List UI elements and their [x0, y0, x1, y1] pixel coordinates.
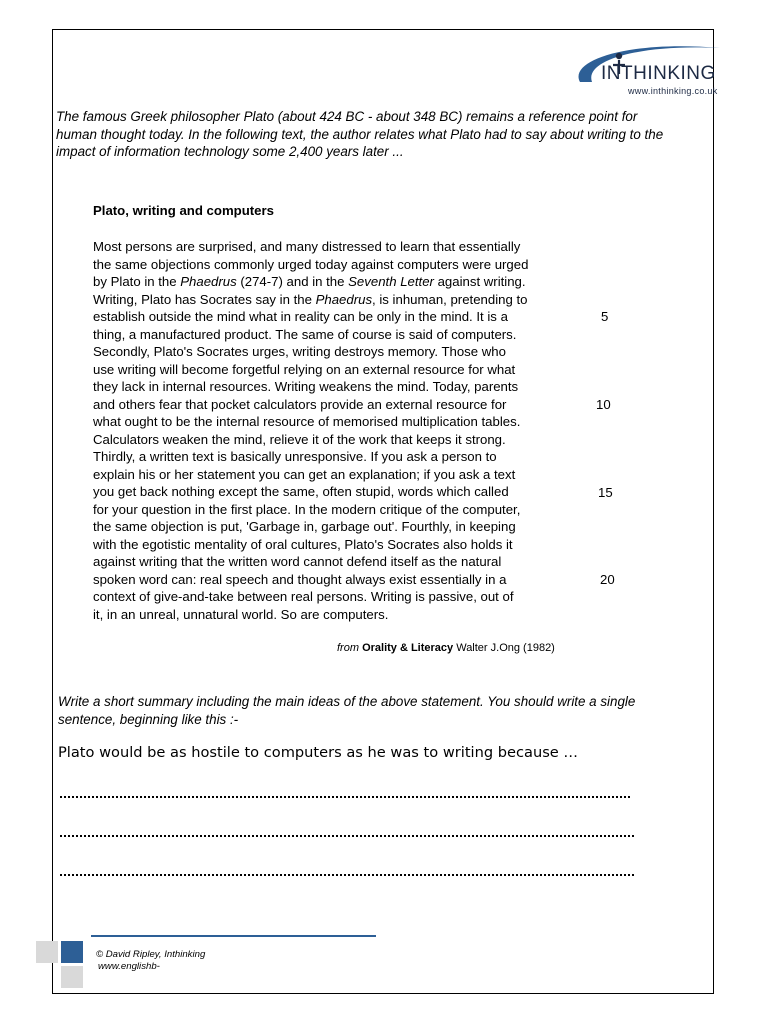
article-line: establish outside the mind what in reality can be only in the mind. It is a — [93, 309, 508, 324]
line-number: 10 — [596, 397, 611, 412]
article-line: against writing that the written word cannot defend itself as the natural — [93, 554, 502, 569]
article-line: with the egotistic mentality of oral cultures, Plato's Socrates also holds it — [93, 536, 513, 552]
article-line: the same objection is put, 'Garbage in, garbage out'. Fourthly, in keeping — [93, 519, 516, 534]
article-line: Writing, Plato has Socrates say in the Phaedrus, is inhuman, pretending to — [93, 291, 528, 307]
article-line: they lack in internal resources. Writing weakens the mind. Today, parents — [93, 379, 519, 394]
source-from: from — [337, 642, 359, 654]
article-line: context of give-and-take between real persons. Writing is passive, out of — [93, 589, 514, 604]
article-line: by Plato in the Phaedrus (274-7) and in the Seventh Letter against writing. — [93, 274, 526, 289]
footer-copyright: © David Ripley, Inthinking — [96, 949, 206, 960]
article-line: Calculators weaken the mind, relieve it of the work that keeps it strong. — [93, 431, 506, 447]
answer-line[interactable] — [60, 796, 630, 798]
source-citation — [337, 642, 555, 654]
article-line: spoken word can: real speech and thought always exist essentially in a — [93, 571, 507, 587]
article-line: it, in an unreal, unnatural world. So are computers. — [93, 606, 389, 622]
line-number: 20 — [600, 572, 615, 587]
article-body — [93, 238, 573, 623]
source-work: Orality & Literacy — [362, 642, 454, 654]
footer-square-gray — [36, 941, 58, 963]
source-author: Walter J.Ong (1982) — [456, 642, 555, 654]
footer-square-blue — [61, 941, 83, 963]
answer-prompt: Plato would be as hostile to computers as he was to writing because … — [58, 744, 579, 761]
footer-website: www.englishb- — [98, 960, 160, 972]
article-line: use writing will become forgetful relying on an external resource for what — [93, 361, 516, 377]
line-number: 15 — [598, 485, 613, 500]
line-number: 5 — [601, 309, 609, 324]
work-title: Phaedrus — [180, 274, 237, 289]
article-line: the same objections commonly urged today against computers were urged — [93, 256, 529, 272]
intro-paragraph: The famous Greek philosopher Plato (about 424 BC - about 348 BC) remains a reference point for human thought today. In the following text, the author relates what Plato had to say about writing to the impact of information technology some 2,400 years later ... — [56, 109, 664, 159]
answer-line[interactable] — [60, 835, 634, 837]
article-line: for your question in the first place. In the modern critique of the computer, — [93, 501, 521, 517]
inthinking-logo — [570, 38, 722, 100]
article-line: Most persons are surprised, and many distressed to learn that essentially — [93, 239, 521, 254]
article-line: Thirdly, a written text is basically unresponsive. If you ask a person to — [93, 449, 497, 464]
answer-line[interactable] — [60, 874, 634, 876]
footer-text — [96, 949, 205, 972]
task-instruction: Write a short summary including the main ideas of the above statement. You should write a single sentence, beginning like this :- — [58, 694, 636, 727]
logo-url: www.inthinking.co.uk — [628, 86, 718, 96]
logo-name: INTHINKING — [601, 63, 716, 84]
work-title: Phaedrus — [315, 291, 373, 307]
article-line: explain his or her statement you can get an explanation; if you ask a text — [93, 466, 516, 482]
footer-rule — [91, 935, 376, 937]
article-line: thing, a manufactured product. The same of course is said of computers. — [93, 326, 517, 342]
article-line: Secondly, Plato's Socrates urges, writing destroys memory. Those who — [93, 344, 506, 359]
article-title: Plato, writing and computers — [93, 203, 274, 218]
article-line: what ought to be the internal resource of memorised multiplication tables. — [93, 414, 521, 429]
article-line: you get back nothing except the same, often stupid, words which called — [93, 484, 509, 499]
work-title: Seventh Letter — [348, 274, 434, 289]
footer-square-gray — [61, 966, 83, 988]
article-line: and others fear that pocket calculators provide an external resource for — [93, 396, 507, 412]
